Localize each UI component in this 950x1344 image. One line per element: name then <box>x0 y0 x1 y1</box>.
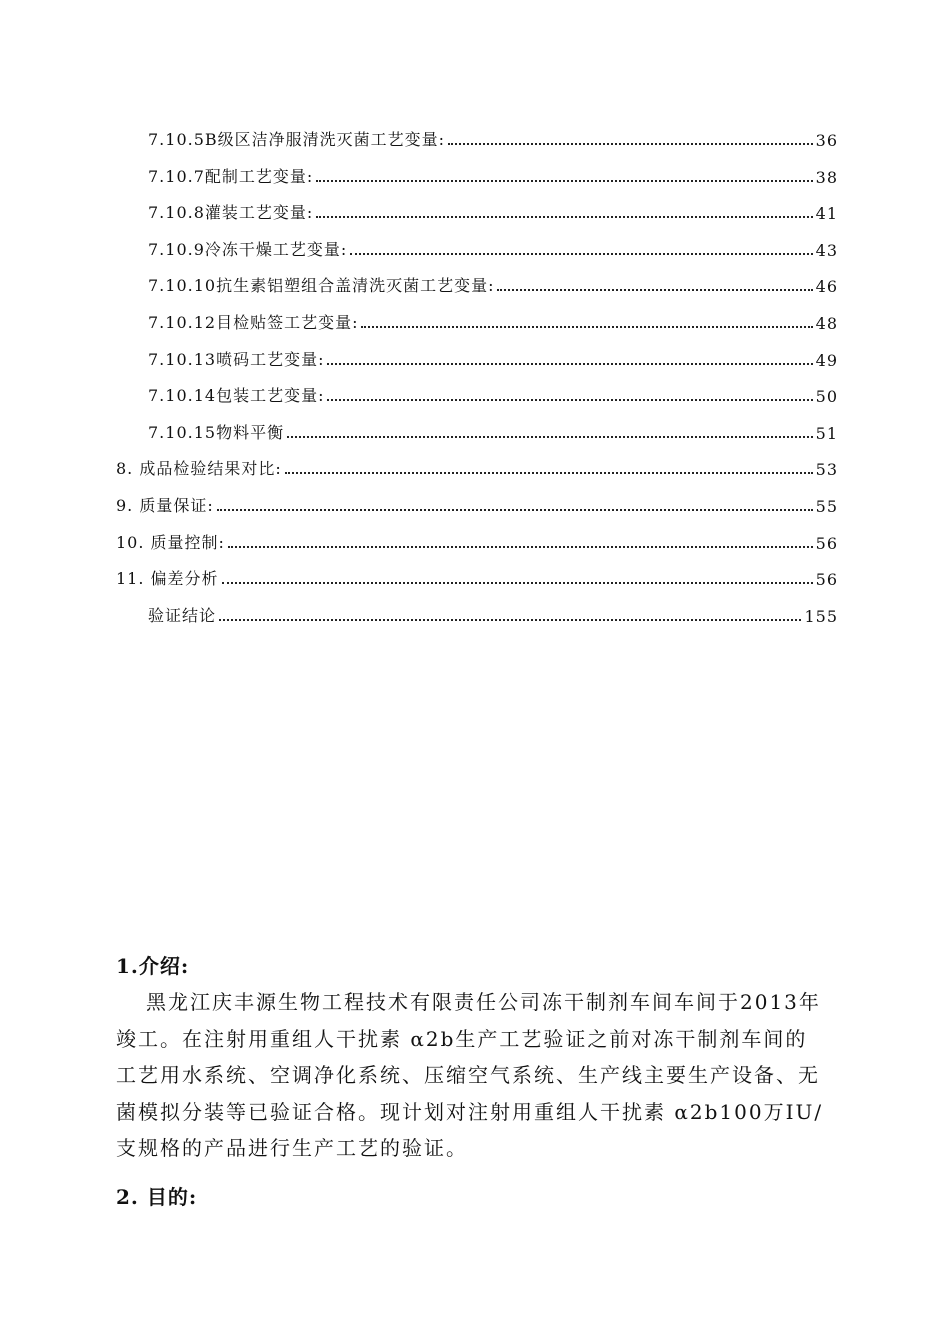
paragraph-line: 支规格的产品进行生产工艺的验证。 <box>116 1136 468 1161</box>
paragraph-line: 竣工。在注射用重组人干扰素 α2b生产工艺验证之前对冻干制剂车间的 <box>116 1026 808 1051</box>
toc-dot-leader <box>287 421 813 443</box>
toc-entry[interactable] <box>148 596 838 626</box>
toc-entry[interactable] <box>116 486 838 516</box>
toc-entry[interactable] <box>148 193 838 223</box>
toc-entry-page: 46 <box>815 277 838 297</box>
toc-entry-label: 7.10.5B级区洁净服清洗灭菌工艺变量: <box>148 130 446 149</box>
toc-dot-leader <box>448 128 813 150</box>
toc-entry-label: 7.10.12目检贴签工艺变量: <box>148 313 359 332</box>
toc-entry-label: 7.10.13喷码工艺变量: <box>148 349 325 369</box>
toc-dot-leader <box>350 238 812 260</box>
toc-entry-label: 10. 质量控制: <box>116 532 225 552</box>
toc-entry-page: 55 <box>815 497 838 516</box>
section-heading-introduction: 1.介绍: <box>116 954 190 978</box>
introduction-paragraph <box>116 984 840 1167</box>
toc-entry-label: 7.10.8灌装工艺变量: <box>148 203 314 223</box>
toc-entry-page: 51 <box>815 423 838 443</box>
paragraph-line: 菌模拟分装等已验证合格。现计划对注射用重组人干扰素 α2b100万IU/ <box>116 1099 824 1124</box>
toc-entry-page: 49 <box>815 350 838 370</box>
toc-entry[interactable] <box>116 449 838 479</box>
section-heading-purpose: 2. 目的: <box>116 1185 198 1209</box>
toc-entry[interactable] <box>148 120 838 150</box>
toc-dot-leader <box>285 457 813 479</box>
toc-entry-page: 41 <box>815 204 838 224</box>
toc-entry-page: 56 <box>815 570 838 590</box>
toc-dot-leader <box>327 348 812 370</box>
toc-entry-page: 48 <box>815 314 838 333</box>
toc-entry[interactable] <box>116 559 838 589</box>
toc-entry-label: 8. 成品检验结果对比: <box>116 459 282 479</box>
toc-entry[interactable] <box>148 340 838 370</box>
paragraph-line: 黑龙江庆丰源生物工程技术有限责任公司冻干制剂车间车间于2013年 <box>146 990 821 1014</box>
toc-entry[interactable] <box>148 376 838 406</box>
toc-dot-leader <box>228 531 813 553</box>
toc-entry[interactable] <box>148 303 838 333</box>
toc-entry-page: 56 <box>815 533 838 553</box>
toc-entry-page: 50 <box>815 387 838 407</box>
toc-entry-page: 43 <box>815 240 838 260</box>
toc-entry-label: 验证结论 <box>148 605 217 625</box>
toc-dot-leader <box>316 165 812 187</box>
toc-entry-label: 7.10.9冷冻干燥工艺变量: <box>148 239 348 259</box>
toc-entry[interactable] <box>148 230 838 260</box>
paragraph-line: 工艺用水系统、空调净化系统、压缩空气系统、生产线主要生产设备、无 <box>116 1063 820 1088</box>
toc-entry-label: 7.10.15物料平衡 <box>148 422 285 442</box>
toc-entry-page: 36 <box>815 131 838 150</box>
toc-entry-label: 7.10.14包装工艺变量: <box>148 386 325 406</box>
toc-entry-label: 9. 质量保证: <box>116 496 214 515</box>
toc-dot-leader <box>316 201 812 223</box>
toc-entry-label: 7.10.10抗生素铝塑组合盖清洗灭菌工艺变量: <box>148 276 495 296</box>
toc-dot-leader <box>497 274 812 296</box>
toc-entry[interactable] <box>148 266 838 296</box>
toc-dot-leader <box>217 494 813 516</box>
toc-dot-leader <box>219 604 801 626</box>
toc-entry[interactable] <box>148 157 838 187</box>
toc-dot-leader <box>361 311 812 333</box>
toc-entry[interactable] <box>116 523 838 553</box>
toc-entry-label: 7.10.7配制工艺变量: <box>148 166 314 186</box>
toc-entry-page: 38 <box>815 167 838 187</box>
toc-entry-label: 11. 偏差分析 <box>116 569 219 589</box>
toc-entry[interactable] <box>148 413 838 443</box>
toc-entry-page: 53 <box>815 460 838 480</box>
toc-dot-leader <box>327 384 812 406</box>
toc-entry-page: 155 <box>804 606 838 626</box>
toc-dot-leader <box>222 567 813 589</box>
